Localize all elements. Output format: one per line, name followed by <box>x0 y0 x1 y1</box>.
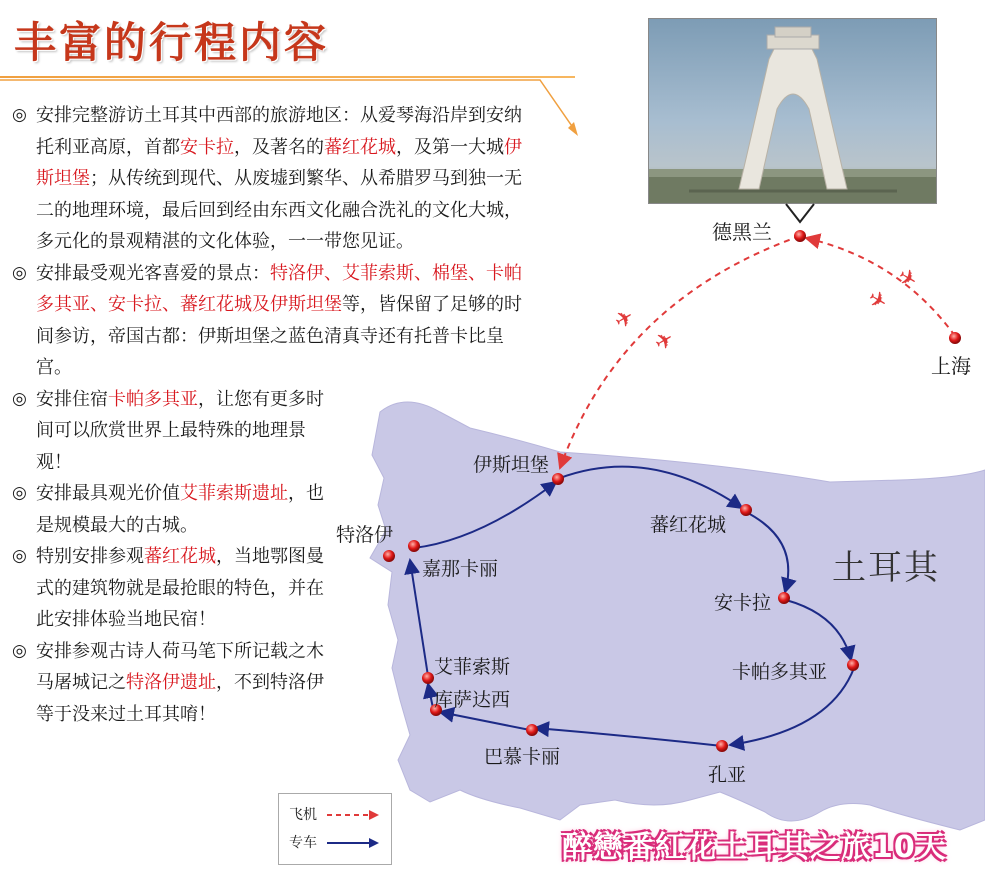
itinerary-text: 安排住宿 <box>36 388 108 410</box>
city-label-istanbul: 伊斯坦堡 <box>473 454 550 476</box>
city-label-kusadasi: 库萨达西 <box>434 689 511 711</box>
city-label-tehran: 德黑兰 <box>712 220 772 244</box>
city-label-canakkale: 嘉那卡丽 <box>422 558 499 580</box>
city-dot-safranbolu <box>740 504 752 516</box>
legend-flight-label: 飞机 <box>289 807 317 823</box>
itinerary-text: 安排最具观光价值 <box>36 483 180 504</box>
city-dot-cappadocia <box>847 659 859 671</box>
highlight-sights: 特洛伊、艾菲索斯、棉堡、卡帕多其亚、安卡拉、蕃红花城及伊斯坦堡 <box>36 262 522 315</box>
airplane-icon: ✈ <box>893 263 922 295</box>
dashed-arrow-icon <box>325 809 381 821</box>
itinerary-text: 特别安排参观 <box>36 546 144 567</box>
flight-route-tehran-istanbul <box>560 236 800 468</box>
city-label-cappadocia: 卡帕多其亚 <box>732 661 828 683</box>
bullet-icon: ◎ <box>12 262 27 283</box>
tour-banner: 醉戀番紅花土耳其之旅10天 <box>562 830 947 865</box>
bullet-icon: ◎ <box>12 546 27 566</box>
itinerary-text: ，及第一大城 <box>396 136 504 158</box>
legend-flight <box>289 804 381 824</box>
itinerary-text: ，也是规模最大的古城。 <box>36 483 324 536</box>
highlight-troy: 特洛伊遗址 <box>126 672 216 693</box>
flight-route-shanghai-tehran <box>806 238 955 336</box>
pointer-arrow-icon <box>568 122 578 136</box>
itinerary-text: ；从传统到现代、从废墟到繁华、从希腊罗马到独一无二的地理环境，最后回到经由东西文化融合洗礼的文化大城，多元化的景观精湛的文化体验，一一带您见证。 <box>36 168 522 252</box>
itinerary-text: ，当地鄂图曼式的建筑物就是最抢眼的特色，并在此安排体验当地民宿！ <box>36 546 324 630</box>
bullet-icon: ◎ <box>12 483 27 503</box>
city-label-safranbolu: 蕃红花城 <box>650 514 727 536</box>
legend-coach <box>289 832 381 852</box>
city-dot-troy <box>383 550 395 562</box>
bullet-icon: ◎ <box>12 388 27 409</box>
page-title: 丰富的行程内容 <box>14 18 330 67</box>
itinerary-text: 安排最受观光客喜爱的景点： <box>36 262 270 284</box>
highlight-istanbul: 伊斯坦堡 <box>36 136 522 189</box>
itinerary-text: ，不到特洛伊等于没来过土耳其唷！ <box>36 672 324 725</box>
airplane-icon: ✈ <box>863 285 892 317</box>
city-dot-shanghai <box>949 332 961 344</box>
highlight-ankara: 安卡拉 <box>180 136 234 158</box>
city-label-shanghai: 上海 <box>931 354 971 378</box>
itinerary-text: 安排完整游访土耳其中西部的旅游地区：从爱琴海沿岸到安纳托利亚高原，首都 <box>36 105 522 158</box>
city-dot-pamukkale <box>526 724 538 736</box>
country-label: 土耳其 <box>832 548 940 588</box>
city-dot-canakkale <box>408 540 420 552</box>
city-label-konya: 孔亚 <box>708 764 747 786</box>
city-label-pamukkale: 巴慕卡丽 <box>484 746 561 768</box>
solid-arrow-icon <box>325 837 381 849</box>
city-label-ankara: 安卡拉 <box>714 592 772 614</box>
map-legend <box>278 793 392 865</box>
city-dot-ephesus <box>422 672 434 684</box>
legend-coach-label: 专车 <box>289 835 317 851</box>
itinerary-text: ，让您有更多时间可以欣赏世界上最特殊的地理景观！ <box>36 388 324 473</box>
highlight-safranbolu: 蕃红花城 <box>324 136 396 158</box>
airplane-icon: ✈ <box>610 304 639 336</box>
highlight-cappadocia: 卡帕多其亚 <box>108 388 198 410</box>
city-dot-istanbul <box>552 473 564 485</box>
photo-callout-icon <box>786 204 814 222</box>
city-label-ephesus: 艾菲索斯 <box>434 656 511 678</box>
bullet-icon: ◎ <box>12 640 27 661</box>
city-dot-tehran <box>794 230 806 242</box>
itinerary-text: 安排参观古诗人荷马笔下所记载之木马屠城记之 <box>36 640 324 693</box>
airplane-icon: ✈ <box>650 326 679 358</box>
city-label-troy: 特洛伊 <box>336 524 394 546</box>
bullet-icon: ◎ <box>12 105 27 125</box>
photo-pointer-line <box>0 80 576 132</box>
highlight-safranbolu: 蕃红花城 <box>144 546 216 567</box>
highlight-ephesus: 艾菲索斯遗址 <box>180 483 288 504</box>
city-dot-konya <box>716 740 728 752</box>
city-dot-ankara <box>778 592 790 604</box>
itinerary-text: 等，皆保留了足够的时间参访，帝国古都：伊斯坦堡之蓝色清真寺还有托普卡比皇宫。 <box>36 294 522 378</box>
itinerary-text: ，及著名的 <box>234 136 324 158</box>
turkey-landmass <box>370 402 985 830</box>
